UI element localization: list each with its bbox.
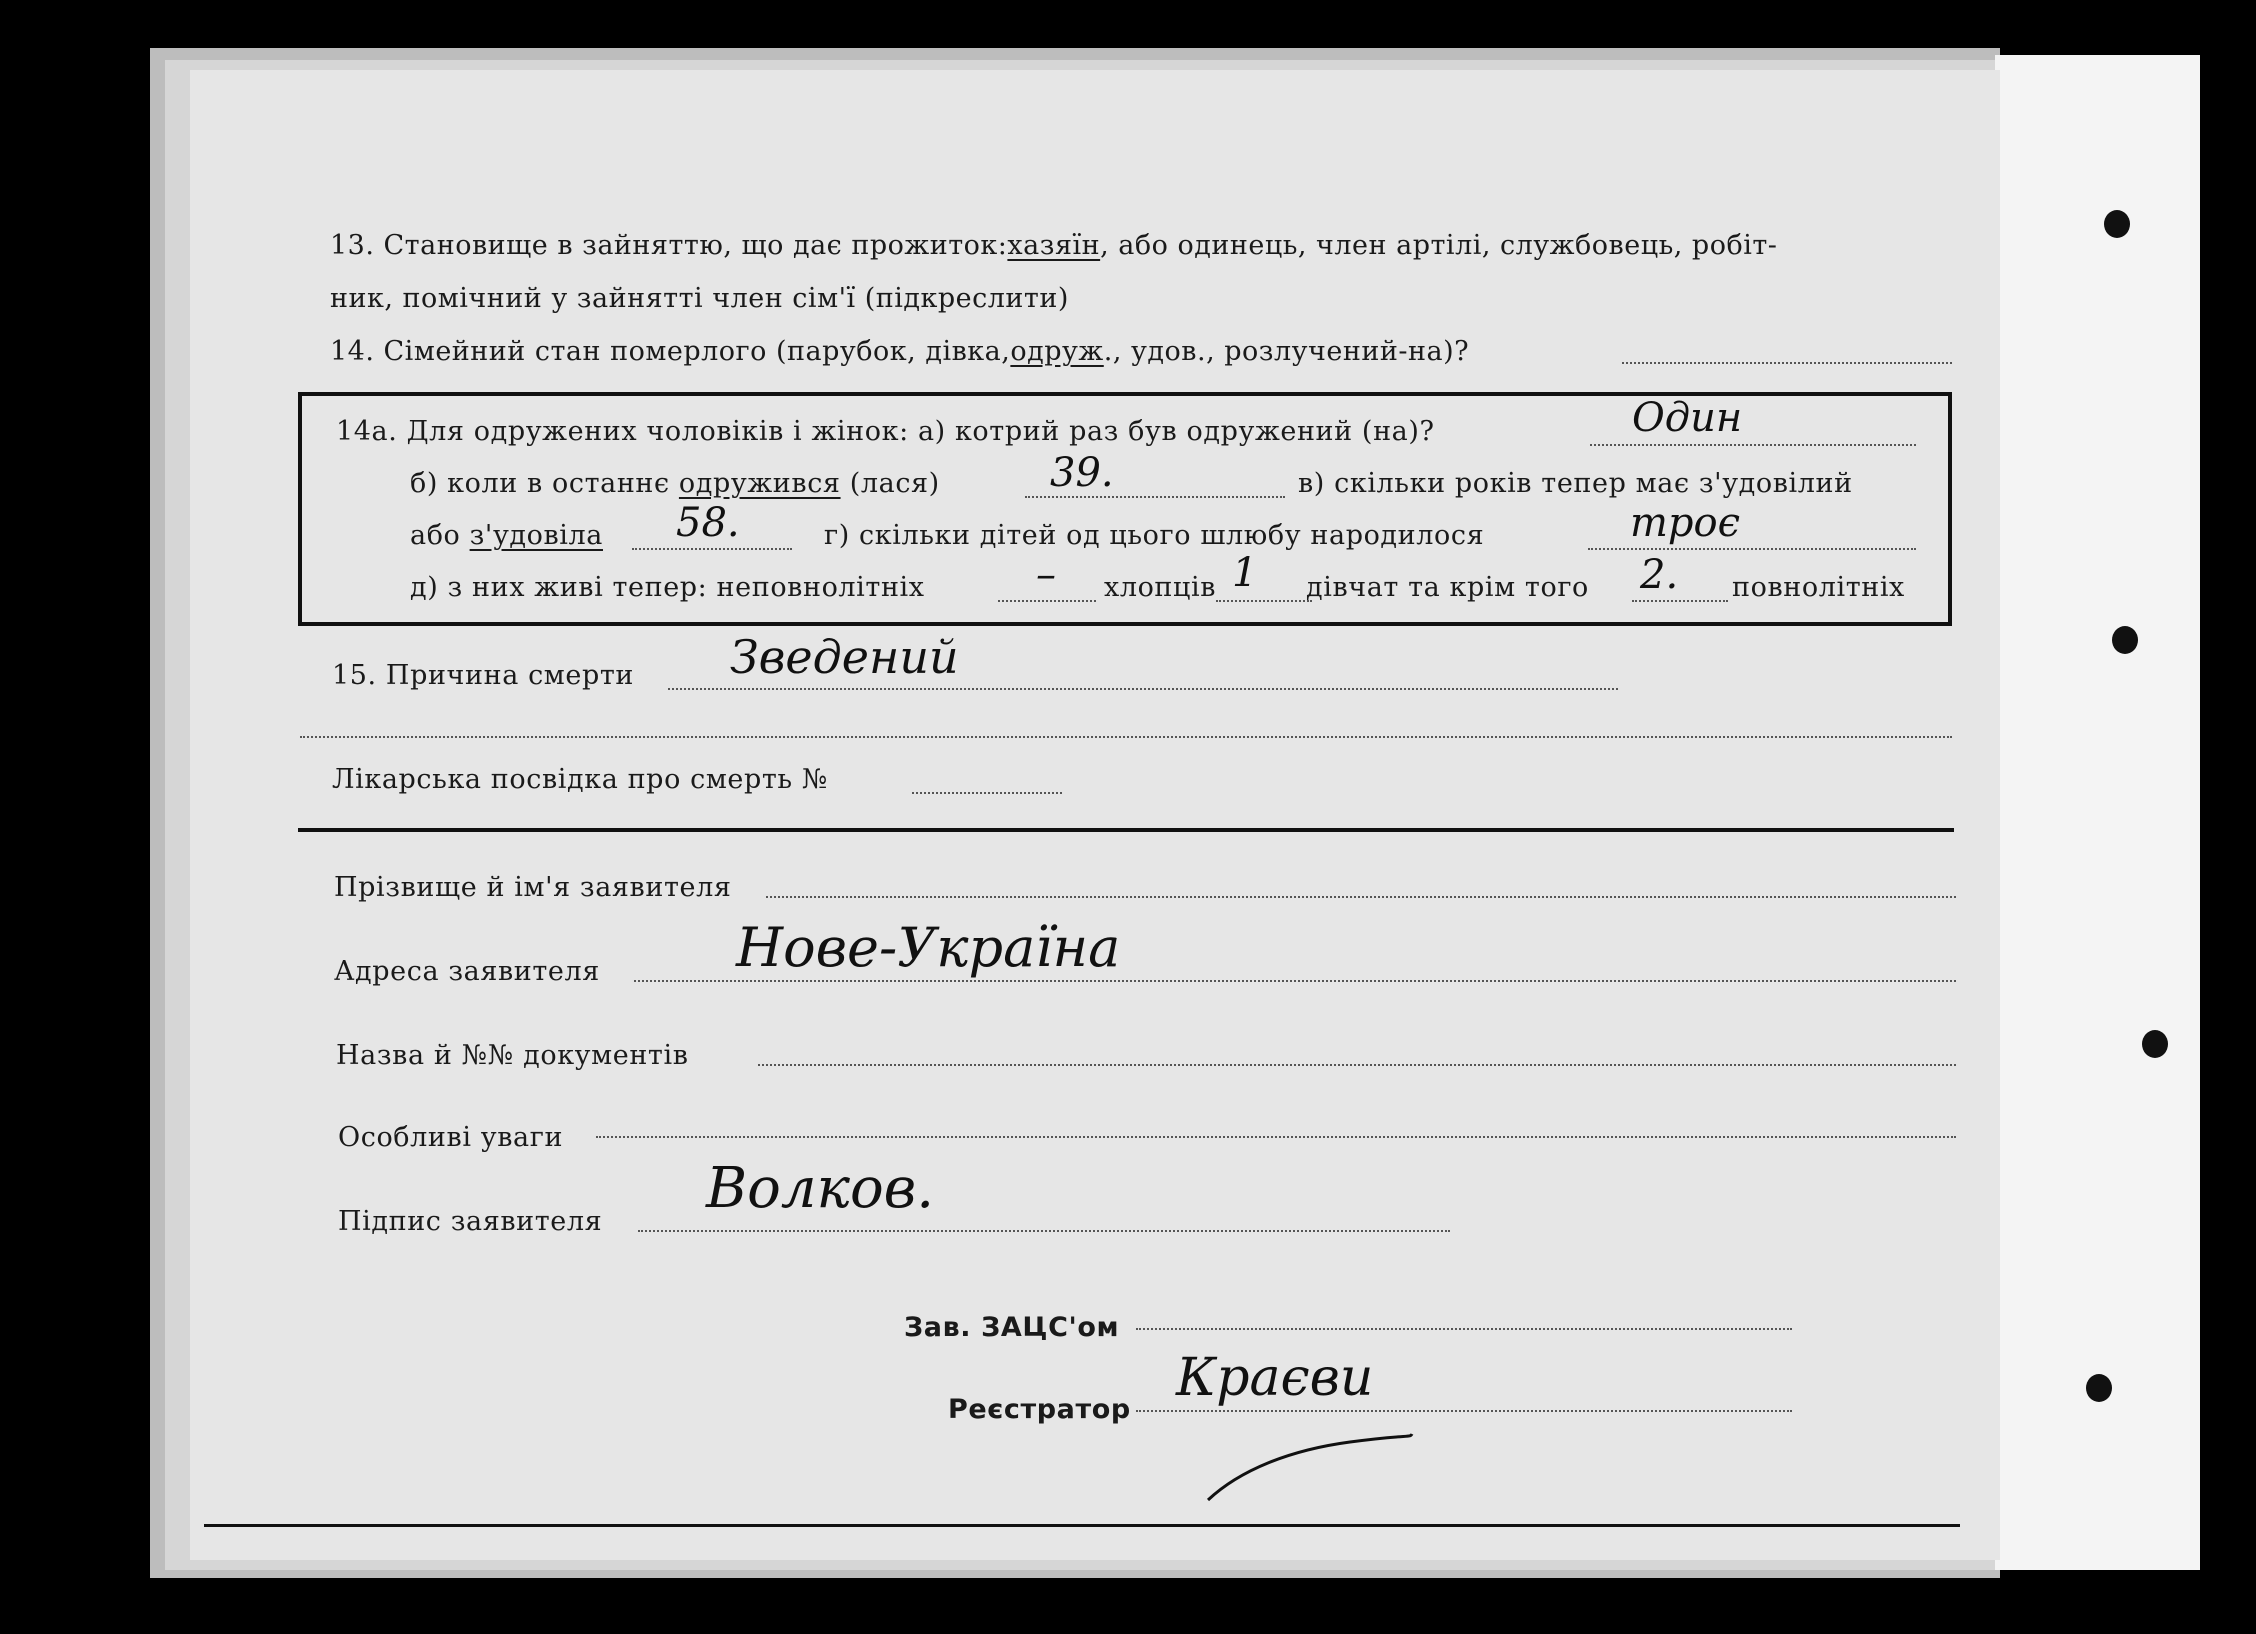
handwritten-address: Нове-Україна	[736, 916, 1121, 979]
item-15-answer-line	[668, 688, 1618, 690]
handwritten-minors: –	[1036, 552, 1056, 598]
medical-certificate-line	[912, 792, 1062, 794]
item-13-selected-option: хазяїн	[1007, 230, 1101, 261]
item-14a-minors-line	[998, 600, 1096, 602]
applicant-name-line	[766, 896, 1956, 898]
item-14a-c-selected: з'удовіла	[469, 520, 603, 551]
applicant-address-label: Адреса заявителя	[334, 956, 600, 987]
applicant-signature: Волков.	[706, 1156, 935, 1221]
handwritten-times-married: Один	[1632, 395, 1743, 441]
punch-hole	[2142, 1030, 2168, 1058]
item-13-text: 13. Становище в зайняттю, що дає прожиток:	[330, 230, 1008, 261]
item-14a-line-1: 14а. Для одружених чоловіків і жінок: а) котрий раз був одружений (на)?	[336, 416, 1435, 447]
item-14-text: 14. Сімейний стан померлого (парубок, дівка,	[330, 336, 1011, 367]
section-divider	[298, 828, 1954, 832]
registrar-label: Реєстратор	[948, 1394, 1131, 1425]
adjacent-sheet	[1995, 55, 2200, 1570]
special-notes-label: Особливі уваги	[338, 1122, 564, 1153]
item-14a-children-line	[1588, 548, 1916, 550]
signature-flourish	[1200, 1430, 1420, 1510]
item-14-text-cont: ., удов., розлучений-на)?	[1103, 336, 1470, 367]
registrar-line	[1136, 1410, 1792, 1412]
handwritten-cause-of-death: Зведений	[730, 630, 959, 684]
handwritten-children-born: троє	[1630, 500, 1741, 546]
applicant-signature-label: Підпис заявителя	[338, 1206, 603, 1237]
medical-certificate-label: Лікарська посвідка про смерть №	[332, 764, 829, 795]
item-14a-extra-line	[1632, 600, 1728, 602]
documents-label: Назва й №№ документів	[336, 1040, 689, 1071]
item-14a-line-4-c: дівчат та крім того	[1306, 572, 1589, 603]
item-15-label: 15. Причина смерти	[332, 660, 634, 691]
zags-head-label: Зав. ЗАЦС'ом	[904, 1312, 1120, 1343]
item-14a-line-4-b: хлопців	[1104, 572, 1217, 603]
applicant-signature-line	[638, 1230, 1450, 1232]
documents-line	[758, 1064, 1956, 1066]
item-15-second-line	[300, 736, 1952, 738]
item-14a-line-3-right: г) скільки дітей од цього шлюбу народилося	[824, 520, 1485, 551]
bottom-rule	[204, 1524, 1960, 1527]
item-14a-b-text-cont: (лася)	[840, 468, 940, 499]
item-14a-widowed-line	[632, 548, 792, 550]
item-14a-married-age-line	[1025, 496, 1285, 498]
item-13-line-1	[330, 230, 1777, 261]
item-13-text-cont: , або одинець, член артілі, службовець, робіт-	[1100, 230, 1778, 261]
handwritten-boys: 1	[1232, 550, 1258, 596]
item-14a-b-selected: одружився	[678, 468, 841, 499]
handwritten-widowed-years: 58.	[676, 500, 740, 546]
item-14a-times-line	[1590, 444, 1916, 446]
punch-hole	[2112, 626, 2138, 654]
handwritten-married-age: 39.	[1050, 450, 1114, 496]
item-14a-line-3	[410, 520, 603, 551]
item-14-selected-option: одруж	[1010, 336, 1104, 367]
item-14a-line-2	[410, 468, 940, 499]
applicant-name-label: Прізвище й ім'я заявителя	[334, 872, 732, 903]
special-notes-line	[596, 1136, 1956, 1138]
item-14-answer-line	[1622, 362, 1952, 364]
item-13-line-2: ник, помічний у зайнятті член сім'ї (підкреслити)	[330, 283, 1069, 314]
item-14a-b-text: б) коли в останнє	[410, 468, 679, 499]
applicant-address-line	[634, 980, 1956, 982]
zags-head-line	[1136, 1328, 1792, 1330]
item-14-line	[330, 336, 1469, 367]
registrar-signature: Краєви	[1176, 1348, 1374, 1408]
item-14a-line-2-right: в) скільки років тепер має з'удовілий	[1298, 468, 1853, 499]
item-14a-c-text: або	[410, 520, 470, 551]
punch-hole	[2104, 210, 2130, 238]
item-14a-line-4-a: д) з них живі тепер: неповнолітніх	[410, 572, 925, 603]
handwritten-extra: 2.	[1640, 552, 1679, 598]
item-14a-boys-line	[1216, 600, 1312, 602]
item-14a-line-4-d: повнолітніх	[1732, 572, 1905, 603]
punch-hole	[2086, 1374, 2112, 1402]
